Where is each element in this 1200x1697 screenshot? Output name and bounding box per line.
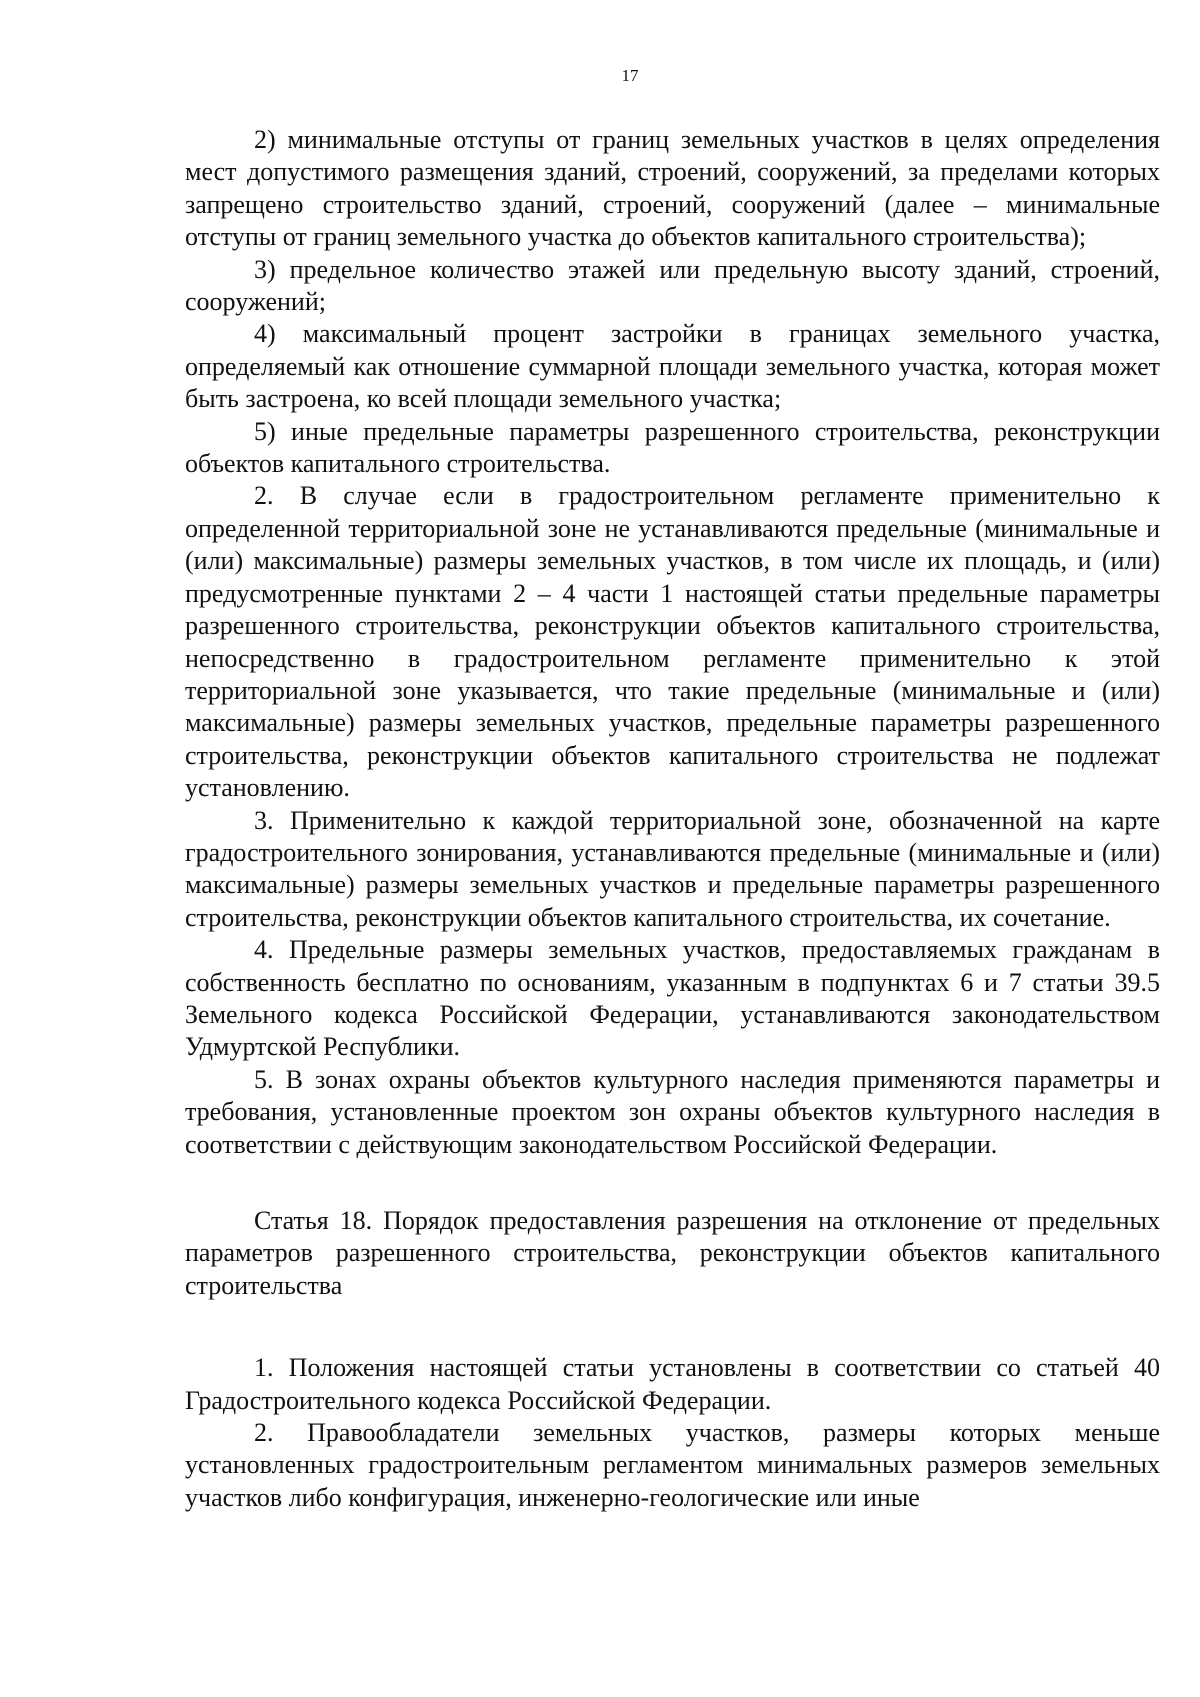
article-18-paragraph-2: 2. Правообладатели земельных участков, размеры которых меньше установленных градостроительным регламентом минимальных размеров земельных участков либо конфигурация, инженерно-геологические или иные [185,1418,1160,1512]
document-body [185,124,1160,1514]
paragraph-item-4-coverage: 4) максимальный процент застройки в границах земельного участка, определяемый как отношение суммарной площади земельного участка, которая может быть застроена, ко всей площади земельного участка; [185,319,1160,414]
paragraph-item-2-setbacks: 2) минимальные отступы от границ земельных участков в целях определения мест допустимого размещения зданий, строений, сооружений, за пределами которых запрещено строительство зданий, строений, сооружений (далее – минимальные отступы от границ земельного участка до объектов капитального строительства); [185,125,1160,252]
paragraph-part-3: 3. Применительно к каждой территориальной зоне, обозначенной на карте градостроительного зонирования, устанавливаются предельные (минимальные и (или) максимальные) размеры земельных участков и предельные параметры разрешенного строительства, реконструкции объектов капитального строительства, их сочетание. [185,805,1160,932]
paragraph-part-5: 5. В зонах охраны объектов культурного наследия применяются параметры и требования, установленные проектом зон охраны объектов культурного наследия в соответствии с действующим законодательством Российской Федерации. [185,1064,1160,1159]
paragraph-part-4: 4. Предельные размеры земельных участков, предоставляемых гражданам в собственность бесплатно по основаниям, указанным в подпунктах 6 и 7 статьи 39.5 Земельного кодекса Российской Федерации, устанавливаются законодательством Удмуртской Республики. [185,935,1160,1062]
paragraph-item-3-floors: 3) предельное количество этажей или предельную высоту зданий, строений, сооружений; [185,254,1160,317]
paragraph-item-5-other-params: 5) иные предельные параметры разрешенного строительства, реконструкции объектов капитального строительства. [185,416,1160,479]
paragraph-part-2: 2. В случае если в градостроительном регламенте применительно к определенной территориальной зоне не устанавливаются предельные (минимальные и (или) максимальные) размеры земельных участков, в том числе их площадь, и (или) предусмотренные пунктами 2 – 4 части 1 настоящей статьи предельные параметры разрешенного строительства, реконструкции объектов капитального строительства, непосредственно в градостроительном регламенте применительно к этой территориальной зоне указывается, что такие предельные (минимальные и (или) максимальные) размеры земельных участков, предельные параметры разрешенного строительства, реконструкции объектов капитального строительства не подлежат установлению. [185,481,1160,803]
article-18-heading: Статья 18. Порядок предоставления разрешения на отклонение от предельных параметров разрешенного строительства, реконструкции объектов капитального строительства [185,1206,1160,1300]
page-number: 17 [621,66,639,85]
article-18-paragraph-1: 1. Положения настоящей статьи установлены в соответствии со статьей 40 Градостроительного кодекса Российской Федерации. [185,1353,1160,1415]
